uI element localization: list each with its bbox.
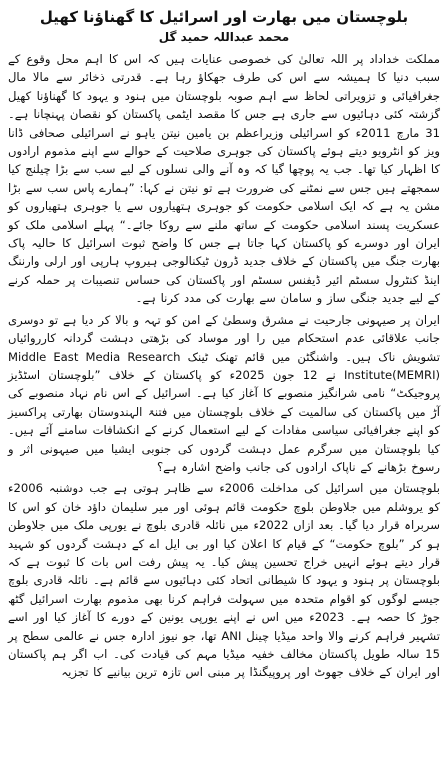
paragraph-2: ایران پر صیہونی جارحیت نے مشرق وسطیٰ کے امن کو تہہ و بالا کر دیا ہے تو دوسری جانب علاقائی عدم استحکام میں را اور موساد کی بڑھتی دہشت گردانہ کارروائیاں تشویش ناک ہیں۔ واشنگٹن میں قائم تھنک ٹینک Middle East Media Research Institute(MEMRI) نے 12 جون 2025ء کو پاکستان کے خلاف ”بلوچستان اسٹڈیز پروجیکٹ“ نامی شرانگیز منصوبے کا آغاز کیا ہے۔ اسرائیل کے اس نام نہاد منصوبے کی آڑ میں پاکستان کی سالمیت کے خلاف بلوچستان میں فتنۃ الہندوستان بھارتی پراکسیز کو اپنے جغرافیائی سیاسی مفادات کے لیے استعمال کرنے کے انکشافات سامنے آئے ہیں۔ کیا بلوچستان میں سرگرم عمل دہشت گردوں کی جنوبی ایشیا میں صیہونی اثر و رسوخ بڑھانے کے ناپاک ارادوں کی جانب واضح اشارہ ہے؟ — [8, 312, 441, 474]
article-author: محمد عبداللہ حمید گل — [158, 30, 290, 44]
paragraph-3: بلوچستان میں اسرائیل کی مداخلت 2006ء سے ظاہر ہوتی ہے جب دوشنبہ 2006ء کو یروشلم میں جلاوطن بلوچ حکومت قائم ہوئی اور میر سلیمان داؤد خان کو اس کا سربراہ قرار دیا گیا۔ بعد ازاں 2022ء میں نائلہ قادری بلوچ نے یورپی ملک میں جلاوطن ہو کر ”بلوچ حکومت“ کے قیام کا اعلان کیا اور بی ایل اے کے دہشت گردوں کو شہید قرار دیتے ہوئے انہیں خراج تحسین پیش کیا۔ یہ پیش رفت اس بات کا ثبوت ہے کہ بلوچستان پر ہنود و یہود کا شیطانی اتحاد کئی دہائیوں سے قائم ہے۔ نائلہ قادری بلوچ جیسے لوگوں کو اقوام متحدہ میں سہولت فراہم کرنا بھی مذموم بھارت اسرائیل گٹھ جوڑ کا حصہ ہے۔ 2023ء میں اس نے اپنے یورپی یونین کے دورے کا آغاز کیا اور اسے تشہیر فراہم کرنے والا واحد میڈیا چینل ANI تھا، جو نیوز ادارہ جس نے عالمی سطح پر 15 سالہ طویل پاکستان مخالف خفیہ میڈیا مہم کی قیادت کی۔ اب اگر ہم پاکستان اور ایران کے خلاف جھوٹ اور پروپیگنڈا پر مبنی اس تازہ ترین بیانیے کا تجزیہ — [8, 481, 440, 680]
article-body — [8, 50, 440, 682]
paragraph-1: مملکت خداداد پر اللہ تعالیٰ کی خصوصی عنایات ہیں کہ اس کا اہم محل وقوع کے سبب دنیا کا ہمیشہ سے اس کی طرف جھکاؤ رہا ہے۔ قدرتی ذخائر سے مالا مال جغرافیائی و تزویراتی لحاظ سے اہم صوبہ بلوچستان میں ہنود و یہود کا گھناؤنا کھیل گزشتہ کئی دہائیوں سے جاری ہے جس کا مقصد ایٹمی پاکستان کو نقصان پہنچانا ہے۔ 31 مارچ 2011ء کو اسرائیلی وزیراعظم بن یامین نیتن یاہو نے اسرائیلی صحافی ڈانا ویز کو انٹرویو دیتے ہوئے پاکستان کی جوہری صلاحیت کے حوالے سے اپنے مذموم ارادوں کا اظہار کیا تھا۔ جب یہ پوچھا گیا کہ وہ آنے والی نسلوں کے لیے سب سے بڑا چیلنج کیا سمجھتے ہیں جس سے نمٹنے کی ضرورت ہے تو نیتن نے کہا: ”ہمارے پاس سب سے بڑا مشن یہ ہے کہ ایک اسلامی حکومت کو جوہری ہتھیاروں سے یا جوہری ہتھیاروں کو عسکریت پسند اسلامی حکومت کے ساتھ ملنے سے روکا جائے۔“ پہلے اسلامی ملک کو ایران اور دوسرے کو پاکستان کہا جاتا ہے جس کا واضح ثبوت اسرائیل کا حالیہ پاک بھارت جنگ میں پاکستان کے خلاف جدید ڈرون ٹیکنالوجی ہیروپ ہارپی اور ارلی وارننگ اینڈ کنٹرول سسٹم ائیر ڈیفنس سسٹم اور پاکستان کی حساس تنصیبات پر حملہ کرنے کے لیے جدید جنگی ساز و سامان سے بھارت کی مدد کرنا ہے۔ — [8, 52, 440, 306]
article-title: بلوچستان میں بھارت اور اسرائیل کا گھناؤنا کھیل — [39, 8, 409, 26]
